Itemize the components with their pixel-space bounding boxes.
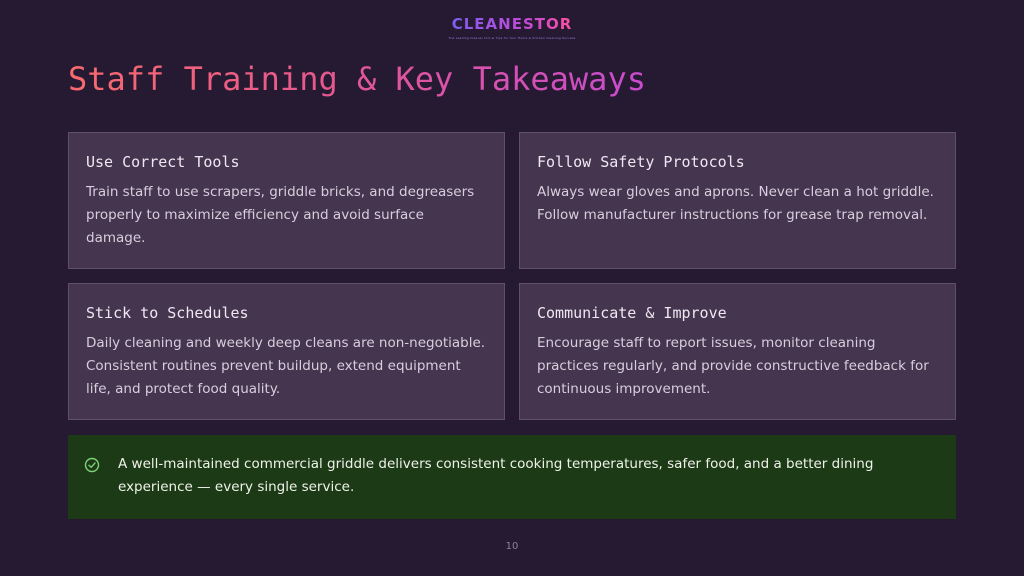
page-number: 10 — [505, 541, 519, 552]
card-body: Daily cleaning and weekly deep cleans are non-negotiable. Consistent routines prevent buildup, extend equipment life, and protect food quality. — [86, 335, 486, 397]
summary-text: A well-maintained commercial griddle delivers consistent cooking temperatures, safer food, and a better dining experience — every single service. — [118, 456, 874, 495]
brand-logo — [0, 14, 1024, 40]
logo-wordmark: CLEANESTOR — [451, 15, 573, 33]
takeaway-card-correct-tools — [68, 132, 505, 269]
card-title: Use Correct Tools — [86, 153, 240, 171]
card-body: Train staff to use scrapers, griddle bricks, and degreasers properly to maximize efficiency and avoid surface damage. — [86, 184, 475, 246]
card-title: Stick to Schedules — [86, 304, 249, 322]
slide-title: Staff Training & Key Takeaways — [68, 60, 646, 98]
check-circle-icon — [84, 457, 100, 473]
logo-tagline: The Leading Cleaner Info & Tips for Your Home & Kitchen Cleaning Success — [448, 36, 576, 40]
card-body: Always wear gloves and aprons. Never clean a hot griddle. Follow manufacturer instructions for grease trap removal. — [537, 184, 934, 223]
card-body: Encourage staff to report issues, monitor cleaning practices regularly, and provide constructive feedback for continuous improvement. — [537, 335, 929, 397]
takeaway-card-schedules — [68, 283, 505, 420]
card-title: Communicate & Improve — [537, 304, 727, 322]
takeaway-card-communicate — [519, 283, 956, 420]
takeaway-card-safety-protocols — [519, 132, 956, 269]
card-title: Follow Safety Protocols — [537, 153, 745, 171]
summary-banner — [68, 435, 956, 519]
